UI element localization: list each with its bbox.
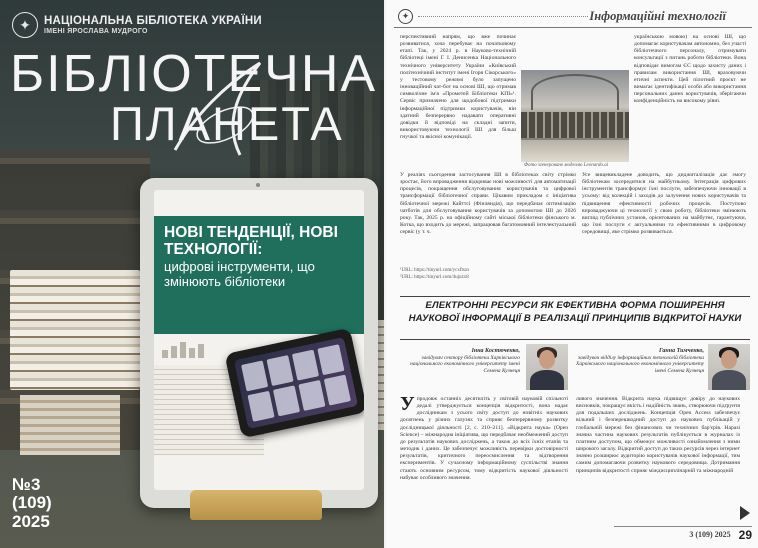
section-title: Інформаційні технології xyxy=(589,9,726,23)
library-logo-icon: ✦ xyxy=(12,12,38,38)
footnote-2: ²URL: https://tinyurl.com/4ujuzx8 xyxy=(400,274,469,280)
author2-role: завідувач відділу інформаційних технологій бібліотеки Харківського національного економічного університету імені Семена Кузнеця xyxy=(576,354,704,374)
footnote-1: ¹URL: https://tinyurl.com/ycxftszx xyxy=(400,268,470,273)
issue-sub: (109) xyxy=(12,493,52,513)
column2-top-text: українською мовою) на основі ШІ, що допомагає користувачам автономно, без участі бібліотечного персоналу, отримувати консультації з питань роботи бібліотеки. Вона відповідає вимогам ЄС щодо захисту даних і правилам використання ШІ, враховуючи етичні аспекти. Цей пілотний проєкт не вимагає ідентифікації особи або використання персональних даних користувачів, зберігаючи конфіденційність на високому рівні. xyxy=(634,34,746,105)
smartphone-image xyxy=(224,328,364,439)
library-photo xyxy=(521,70,629,162)
cover-tablet xyxy=(140,178,378,508)
issue-number: №3 xyxy=(12,475,41,494)
cover-headline xyxy=(154,216,364,334)
page-header xyxy=(394,6,752,28)
footnotes xyxy=(400,268,470,281)
author1-role: завідувач сектору бібліотеки Харківського національного економічного університету імені Семена Кузнеця xyxy=(410,354,520,374)
author2-portrait xyxy=(708,344,750,390)
library-name: НАЦІОНАЛЬНА БІБЛІОТЕКА УКРАЇНИ xyxy=(44,15,262,28)
article-title-box xyxy=(400,296,750,340)
dropcap-letter: У xyxy=(400,396,415,415)
smartphone-app-grid xyxy=(234,337,358,429)
column2-bottom-text: ливого значення. Відкрита наука підвищує довіру до наукових висновків, покращує якість і надійність знань, створюючи підґрунтя для подальших досліджень. Концепція Open Access забезпечує вільний і безперешкодний доступ до наукових публікацій у глобальній мережі без фінансових чи технічних бар'єрів. Наразі значна частина наукових результатів публікується в журналах із платним доступом, що обмежує можливості ознайомлення з ними широкого загалу. Відкритий доступ до таких ресурсів через інтернет значно розширює аудиторію користувачів наукової інформації, тим самим допомагаючи розвитку наукового середовища. Дотримання принципів відкритості сприяє міждисциплінарній та міжнародній xyxy=(576,396,740,474)
column1-mid-text: У реаліях сьогодення застосування ШІ в бібліотеках світу стрімко зростає, його впровадження відкриває нові можливості для автоматизації процесів, покращення обслуговування користувачів та цифрової трансформації бібліотечної справи. Цікавим прикладом є ініціатива бібліотечної мережі Кайттсі (Фінляндія), що передбачає оптимізацію чатботів для обслуговування користувачів за допомогою ШІ до 2026 року. Так, 2025 р. на офіційному сайті міської бібліотеки фінського м. Котка, що входить до мережі, запрацював багатомовний інтелектуальний сервіс (у т. ч. xyxy=(400,172,576,236)
issue-year: 2025 xyxy=(12,511,50,531)
page-footer xyxy=(614,526,752,542)
cover-book-stack xyxy=(10,270,140,390)
photo-caption: Фото згенероване моделлю Leonardo.ai xyxy=(524,163,609,168)
tablet-screen xyxy=(154,190,364,490)
author2-name: Ганна Тимченко, xyxy=(658,348,704,354)
column1-bottom-body: продовж останніх десятиліть у світовій науковій спільноті дедалі утверджується концепція відкритості, вона надає дослідникам з усього світу доступ до новітніх наукових досягнень у різних галузях та сприяє безперервному розвитку дослідницької діяльності [2, с. 210–211]. «Відкрита наука» (Open Science) – міжнародна ініціатива, що передбачає необмежений доступ до результатів наукових досліджень, а також до всіх їхніх етапів та методик і даних. Це забезпечує можливість перевірки достовірності результатів, критичного переосмислення та відтворення експериментів. У сучасному інформаційному суспільстві знання стають основним ресурсом, тому відкритість наукової діяльності набуває особливого значення. xyxy=(400,396,568,481)
article-title: ЕЛЕКТРОННІ РЕСУРСИ ЯК ЕФЕКТИВНА ФОРМА ПОШИРЕННЯ НАУКОВОЇ ІНФОРМАЦІЇ В РЕАЛІЗАЦІЇ ПРИНЦИПІВ ВІДКРИТОЇ НАУКИ xyxy=(408,300,742,324)
author1-caption xyxy=(400,348,520,374)
author2-caption xyxy=(572,348,704,374)
author1-name: Інна Костюченко, xyxy=(471,348,520,354)
journal-logo-icon: ✦ xyxy=(398,9,413,24)
column1-top-text: перспективний напрям, що вже починає розвиватися, хоча перебуває на початковому етапі. Так, у 2024 р. в Науково-технічній бібліотеці імені Г. І. Денисенка Національного технічного університету України «Київський політехнічний інститут імені Ігоря Сікорського» у тестовому режимі було запущено інноваційний чат-бот на основі ШІ, що отримав символічне ім'я «Прометей Бібліотеки КПІ»¹. Сервіс призначено для щодобової підтримки інформаційної підтримки користувачів, він здатний безперервно надавати оперативні довідки й відповіді на складні запити, використовуючи технології ШІ для більш гнучкої та якісної комунікації. xyxy=(400,34,516,141)
footer-issue-ref: 3 (109) 2025 xyxy=(689,530,731,539)
author1-portrait xyxy=(526,344,568,390)
paper-bars-decoration xyxy=(162,340,232,358)
cover-headline-bold: НОВІ ТЕНДЕНЦІЇ, НОВІ ТЕХНОЛОГІЇ: xyxy=(164,224,338,259)
continue-arrow-icon xyxy=(740,506,750,520)
issue-info xyxy=(12,476,52,531)
page-number: 29 xyxy=(738,527,752,542)
magazine-title-line1: БІБЛІОТЕЧНА xyxy=(10,45,378,103)
column1-bottom-text xyxy=(400,396,568,526)
header-dotted-rule xyxy=(418,16,588,17)
tablet-stand xyxy=(190,490,322,520)
magazine-title-line2: ПЛАНЕТА xyxy=(110,97,344,150)
column2-mid-text: Усе вищевикладене доводить, що диджиталізація дає змогу бібліотекам зосередитися на майбутньому. Інтеграція цифрових інструментів трансформує їхні послуги, забезпечуючи інновації в усьому: від колекцій і заходів до залучення нових користувачів та підвищення ефективності робочих процесів. Поступово впроваджуючи ці технології у свою роботу, бібліотеки змінюють вигляд публічних установ, орієнтованих на майбутнє, гарантуючи, що їхні послуги є актуальними та ефективними в цифровому середовищі, яке стрімко розвивається. xyxy=(582,172,746,236)
journal-page xyxy=(386,0,758,548)
tablet-camera-icon xyxy=(256,183,260,187)
library-header xyxy=(12,12,262,38)
cover-headline-regular: цифрові інструменти, що змінюють бібліотеки xyxy=(164,259,315,290)
cover-book-stack-lower xyxy=(20,395,120,455)
magazine-title xyxy=(10,45,380,150)
library-subtitle: ІМЕНІ ЯРОСЛАВА МУДРОГО xyxy=(44,27,148,35)
